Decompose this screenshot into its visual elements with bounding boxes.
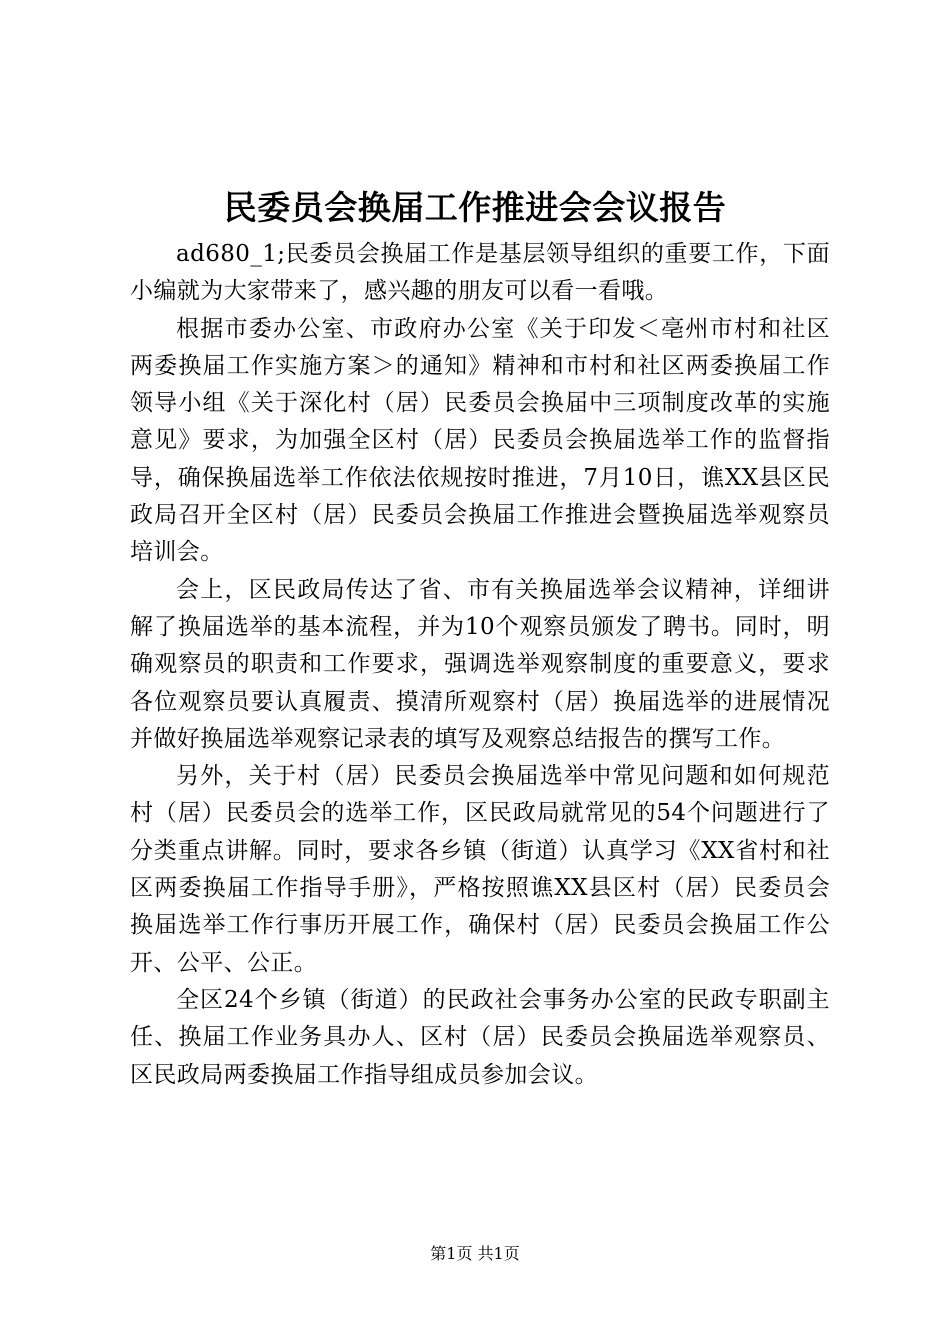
paragraph-common-issues: 另外，关于村（居）民委员会换届选举中常见问题和如何规范村（居）民委员会的选举工作，区民政局就常见的54个问题进行了分类重点讲解。同时，要求各乡镇（街道）认真学习《XX省村和社区两委换届工作指导手册》，严格按照谯XX县区村（居）民委员会换届选举工作行事历开展工作，确保村（居）民委员会换届工作公开、公平、公正。 [130, 763, 830, 976]
paragraph-intro: ad680_1;民委员会换届工作是基层领导组织的重要工作，下面小编就为大家带来了，感兴趣的朋友可以看一看哦。 [130, 241, 830, 305]
document-title: 民委员会换届工作推进会会议报告 [223, 188, 727, 227]
paragraph-meeting-content: 会上，区民政局传达了省、市有关换届选举会议精神，详细讲解了换届选举的基本流程，并为10个观察员颁发了聘书。同时，明确观察员的职责和工作要求，强调选举观察制度的重要意义，要求各位观察员要认真履责、摸清所观察村（居）换届选举的进展情况并做好换届选举观察记录表的填写及观察总结报告的撰写工作。 [130, 576, 830, 752]
document-body [130, 236, 830, 1094]
paragraph-attendees: 全区24个乡镇（街道）的民政社会事务办公室的民政专职副主任、换届工作业务具办人、区村（居）民委员会换届选举观察员、区民政局两委换届工作指导组成员参加会议。 [130, 986, 830, 1088]
paragraph-background: 根据市委办公室、市政府办公室《关于印发＜亳州市村和社区两委换届工作实施方案＞的通知》精神和市村和社区两委换届工作领导小组《关于深化村（居）民委员会换届中三项制度改革的实施意见》要求，为加强全区村（居）民委员会换届选举工作的监督指导，确保换届选举工作依法依规按时推进，7月10日，谯XX县区民政局召开全区村（居）民委员会换届工作推进会暨换届选举观察员培训会。 [130, 315, 830, 566]
page-number-footer: 第1页 共1页 [430, 1244, 520, 1263]
